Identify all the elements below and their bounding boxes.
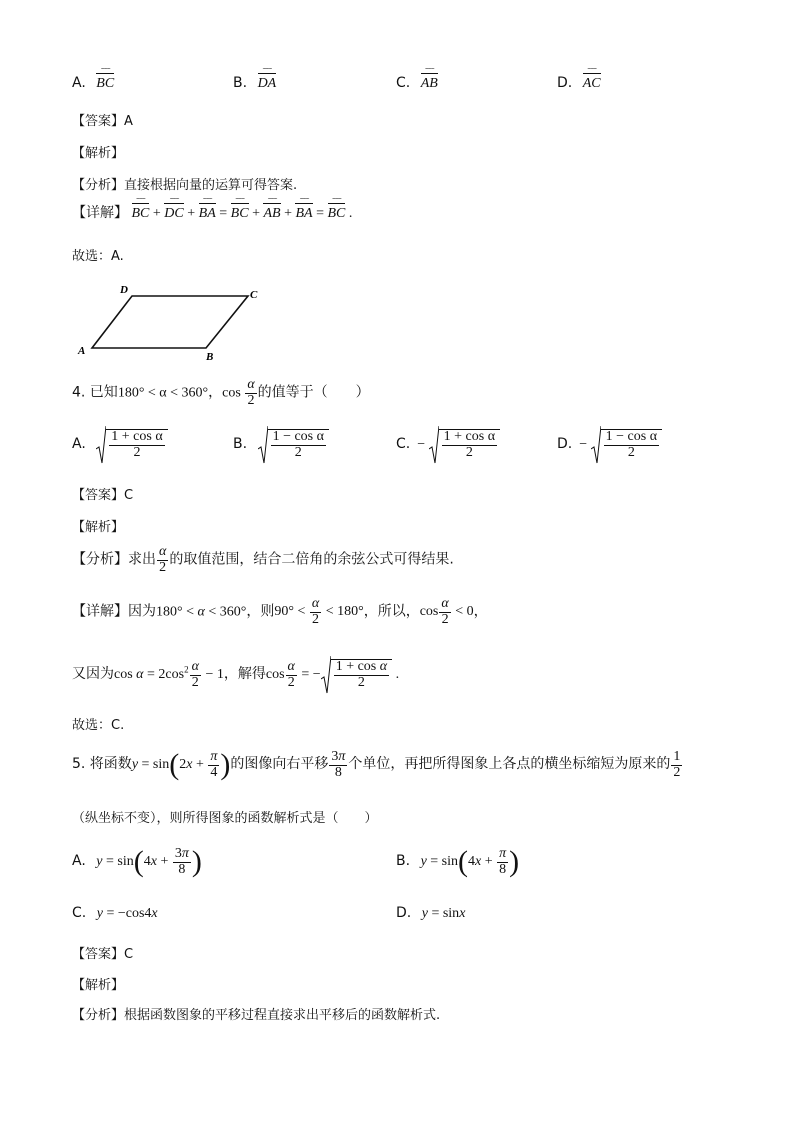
option-sign: − [579, 437, 588, 453]
stem-condition: 180° < α < 360° [117, 385, 209, 401]
frac-num: 1 + cos α [443, 429, 496, 445]
answer-value: C [124, 947, 134, 962]
q5-option-b: B. y = sin(4x + $\frac{\pi}{8}$ ) [396, 845, 520, 878]
vector-term: BC ⌣⌣⌣ [231, 200, 249, 222]
q4-fenxi [72, 545, 454, 575]
point-c-label: C [250, 289, 258, 301]
detail-tag: 【详解】 [72, 205, 128, 221]
option-label: A. [72, 853, 86, 870]
option-sign: − [417, 437, 426, 453]
cond-expr: 180° < α < 360° [156, 604, 247, 620]
sqrt-symbol [96, 425, 167, 465]
q5-fenxi [72, 1004, 440, 1023]
q5-stem-line1 [72, 748, 683, 782]
q3-option-c [396, 70, 438, 92]
cos-sign-expr: cos $\frac{\alpha}{2}$ < 0 [419, 596, 474, 627]
answer-tag: 【答案】 [72, 947, 125, 962]
frac-num: 1 + cos α [111, 429, 163, 445]
q5-stem-line2: （纵坐标不变），则所得图象的函数解析式是（ ） [72, 811, 378, 826]
result-expr: cos $\frac{\alpha}{2}$ = − $\frac{\text{1 + cos α}}{2}$ . [266, 667, 399, 682]
fenxi-tag: 【分析】 [72, 1008, 125, 1023]
fenxi-text: 根据函数图象的平移过程直接求出平移后的函数解析式. [124, 1008, 441, 1023]
vector-term: BC ⌣⌣⌣ [328, 200, 346, 222]
q4-option-c [396, 425, 500, 465]
option-label: C. [396, 75, 411, 91]
scale-factor: $\frac{1}{2}$ [673, 748, 681, 780]
vector-term: DC ⌣⌣⌣ [164, 200, 183, 222]
option-label: B. [233, 436, 248, 453]
q4-detail-line2 [72, 655, 399, 695]
q3-option-a [72, 70, 114, 92]
frac-num: 1 − cos α [272, 429, 324, 445]
q3-choose: 故选：A. [72, 249, 124, 264]
parallelogram-shape [92, 296, 248, 348]
answer-tag: 【答案】 [72, 114, 125, 129]
shift-amount: $\frac{3\pi}{8}$ [331, 748, 346, 780]
alpha-over-2: $\frac{\alpha}{2}$ [159, 544, 167, 575]
option-label: D. [396, 905, 412, 921]
q4-answer [72, 484, 133, 503]
stem-cos: cos [222, 385, 241, 401]
sqrt-symbol [591, 425, 662, 465]
q4-option-d [557, 425, 662, 465]
function-expr: y = sin(2x + $\frac{\pi}{4}$ ) [131, 748, 231, 781]
sqrt-symbol [429, 425, 500, 465]
detail-text: ，所以， [363, 603, 420, 620]
vector-ab: AB ⌣⌣⌣ [421, 70, 438, 92]
sqrt-symbol [258, 425, 329, 465]
detail-text: ，解得 [223, 666, 266, 683]
q4-analysis-tag: 【解析】 [72, 520, 125, 535]
q4-stem [72, 378, 370, 408]
detail-text: 又因为 [72, 666, 114, 683]
stem-prefix: 4. 已知 [72, 384, 118, 401]
detail-text: 因为 [128, 603, 156, 620]
vector-term: BA ⌣⌣⌣ [295, 200, 312, 222]
detail-text: ，则 [246, 603, 275, 620]
vector-term: BC ⌣⌣⌣ [132, 200, 150, 222]
option-label: B. [396, 853, 411, 870]
parallelogram-figure [70, 282, 270, 364]
frac-num: 1 − cos α [605, 429, 658, 445]
double-angle-expr: $\cos \alpha = 2\cos^2$ $\frac{\alpha}{2}$ − 1 [114, 658, 224, 690]
frac-den: 2 [271, 445, 326, 461]
q3-analysis-tag: 【解析】 [72, 146, 125, 161]
q3-answer [72, 110, 133, 129]
q5-answer [72, 943, 133, 962]
vector-bc: BC ⌣⌣⌣ [96, 70, 114, 92]
detail-tag: 【详解】 [72, 603, 128, 620]
vector-term: AB ⌣⌣⌣ [263, 200, 280, 222]
frac-den: 2 [604, 445, 659, 461]
option-label: C. [72, 905, 87, 921]
frac-den: 2 [109, 445, 164, 461]
stem-prefix: 5. 将函数 [72, 756, 132, 773]
option-label: C. [396, 436, 411, 453]
option-label: A. [72, 75, 86, 91]
vector-da: DA ⌣⌣⌣ [258, 70, 277, 92]
q5-analysis-tag: 【解析】 [72, 978, 125, 993]
point-a-label: A [78, 345, 86, 357]
q3-option-b [233, 70, 276, 92]
q5-option-c: C. y = −cos4x [72, 905, 158, 921]
fenxi-text: 直接根据向量的运算可得答案. [124, 178, 298, 193]
answer-tag: 【答案】 [72, 488, 125, 503]
fenxi-tag: 【分析】 [72, 551, 128, 568]
frac-den: 2 [442, 445, 497, 461]
q4-option-b [233, 425, 329, 465]
q4-detail-line1: 【详解】因为180° < α < 360°，则90° < $\frac{\alpha}{2}$ < 180°，所以，cos $\frac{\alpha}{2}$ < 0， [72, 596, 488, 627]
option-label: A. [72, 436, 86, 453]
range-expr: 90° < $\frac{\alpha}{2}$ < 180° [274, 596, 364, 627]
stem-post: 个单位，再把所得图象上各点的横坐标缩短为原来的 [348, 756, 671, 773]
option-label: D. [557, 436, 573, 453]
fenxi-pre: 求出 [128, 551, 156, 568]
fenxi-tag: 【分析】 [72, 178, 125, 193]
point-b-label: B [206, 351, 214, 363]
answer-value: A [124, 114, 133, 129]
q5-option-a: A. y = sin(4x + $\frac{3\pi}{8}$ ) [72, 845, 202, 878]
answer-value: C [124, 488, 134, 503]
stem-suffix: 的值等于（ ） [257, 384, 370, 401]
alpha-over-2: $\frac{\alpha}{2}$ [247, 377, 255, 408]
q3-detail: 【详解】 BC ⌣⌣⌣ + DC ⌣⌣⌣ + BA ⌣⌣⌣ = BC ⌣⌣⌣ + AB ⌣⌣⌣ + BA ⌣⌣⌣ = BC ⌣⌣⌣ . [72, 200, 352, 222]
vector-ac: AC ⌣⌣⌣ [583, 70, 601, 92]
q3-fenxi [72, 174, 297, 193]
stem-mid: 的图像向右平移 [230, 756, 329, 773]
point-d-label: D [120, 284, 128, 296]
q4-choose: 故选：C. [72, 718, 125, 733]
vector-term: BA ⌣⌣⌣ [199, 200, 216, 222]
fenxi-post: 的取值范围，结合二倍角的余弦公式可得结果. [169, 551, 454, 568]
option-label: B. [233, 75, 248, 91]
option-label: D. [557, 75, 573, 91]
q4-option-a [72, 425, 168, 465]
stem-sep: ， [208, 384, 223, 401]
q3-option-d [557, 70, 601, 92]
q5-option-d: D. y = sinx [396, 905, 466, 921]
